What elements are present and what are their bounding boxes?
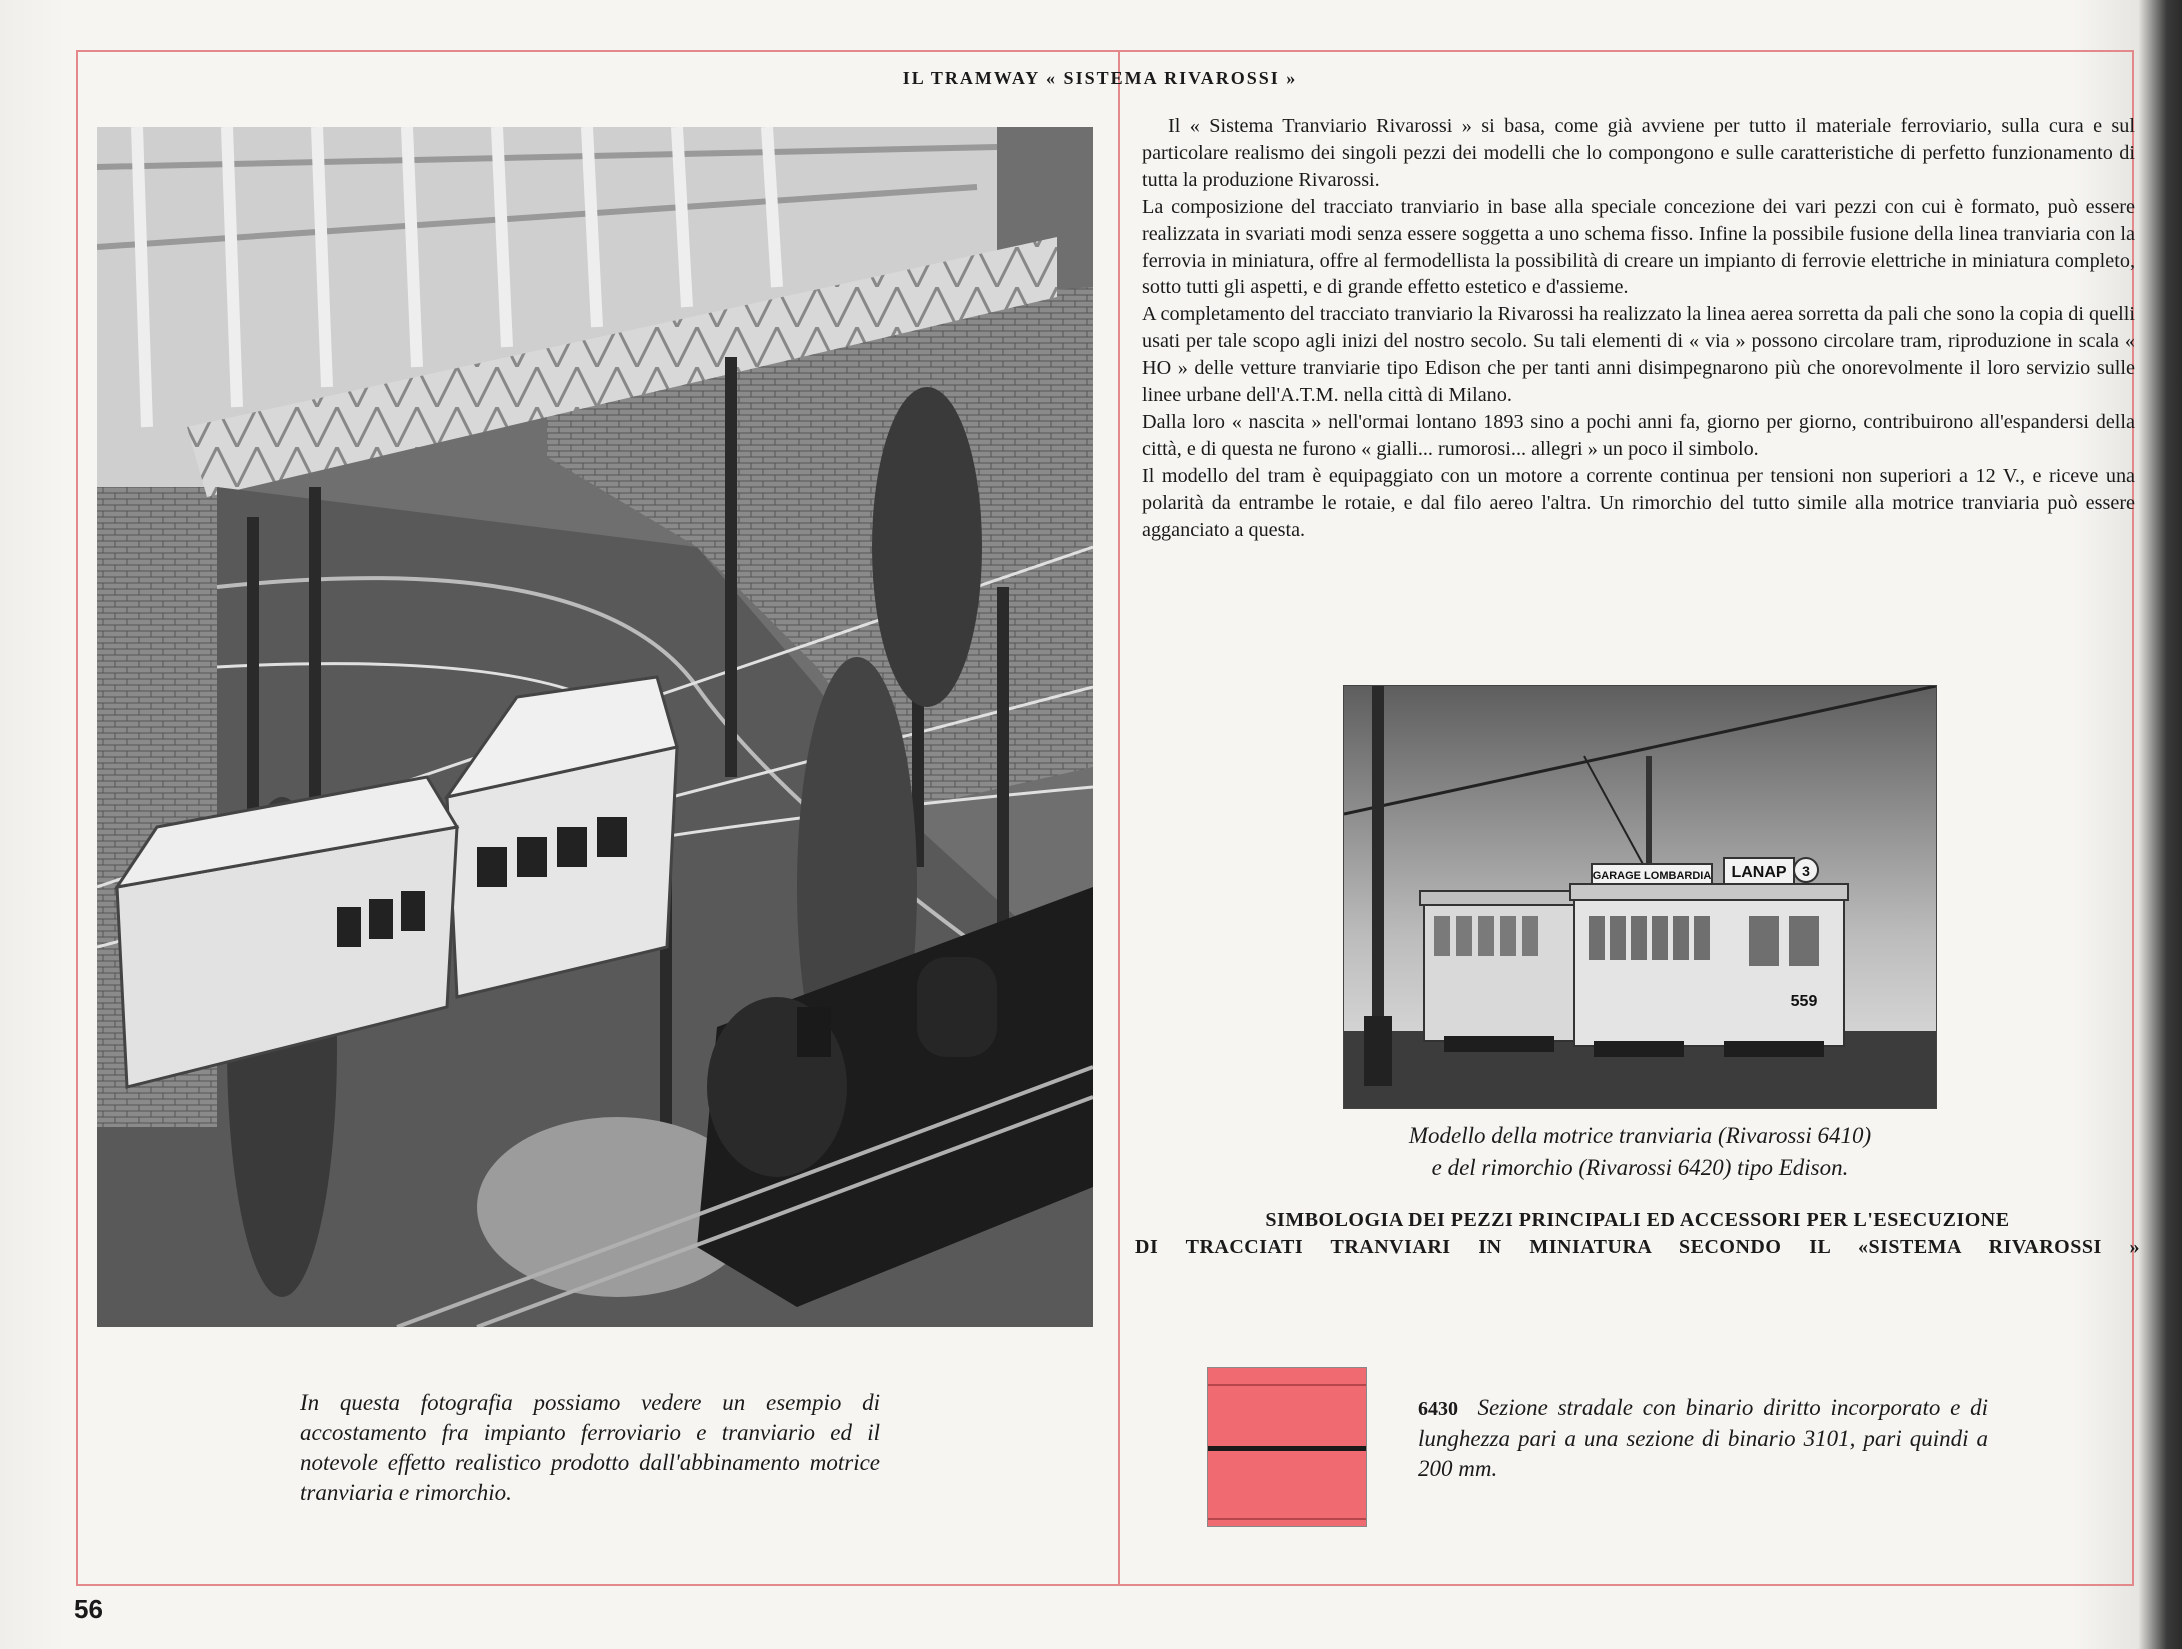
item-code: 6430 [1418,1398,1458,1420]
paragraph-1: Il « Sistema Tranviario Rivarossi » si basa, come già avviene per tutto il materiale ferroviario, sulla cura e sul particolare realismo dei singoli pezzi dei modelli che lo compongono e sulle caratteristiche di perfetto funzionamento di tutta la produzione Rivarossi. [1142,115,2135,191]
tram-photo-caption [1320,1120,1960,1184]
paragraph-5: Il modello del tram è equipaggiato con un motore a corrente continua per tensioni non superiori a 12 V., e riceve una polarità da entrambe le rotaie, e dal filo aereo l'altra. Un rimorchio del tutto simile alla motrice tranviaria può essere agganciato a questa. [1142,464,2135,541]
company-sign: LANAP [1731,864,1787,881]
page-number: 56 [74,1594,103,1624]
item-description: Sezione stradale con binario diritto incorporato e di lunghezza pari a una sezione di binario 3101, pari quindi a 200 mm. [1418,1395,1989,1481]
symbology-heading-line-1: SIMBOLOGIA DEI PEZZI PRINCIPALI ED ACCESSORI PER L'ESECUZIONE [1265,1209,2010,1231]
page-header: IL TRAMWAY « SISTEMA RIVAROSSI » [902,68,1298,88]
article-body [1142,113,2135,544]
tram-model-photo [1343,685,1937,1109]
paragraph-2: La composizione del tracciato tranviario in base alla speciale concezione dei vari pezzi con cui è formato, può essere realizzata in svariati modi senza essere soggetta a uno schema fisso. Infine la possibile fusione della linea tranviaria con la ferrovia in miniatura, offre al fermodellista la possibilità di creare un impianto di ferrovie elettriche in miniatura completo, sotto tutti gli aspetti, e di grande effetto estetico e d'assieme. [1142,195,2135,299]
paragraph-4: Dalla loro « nascita » nell'ormai lontano 1893 sino a pochi anni fa, giorno per giorno, contribuirono all'espandersi della città, e di questa ne furono « gialli... rumorosi... allegri » un poco il simbolo. [1142,410,2135,460]
layout-photo [97,127,1093,1327]
road-section-symbol [1207,1367,1367,1527]
symbology-heading-line-2: DI TRACCIATI TRANVIARI IN MINIATURA SECONDO IL «SISTEMA RIVAROSSI » [1135,1236,2140,1258]
caption-line-1: Modello della motrice tranviaria (Rivarossi 6410) [1408,1123,1872,1148]
symbology-heading [1135,1207,2140,1261]
symbol-description [1418,1393,1988,1484]
route-number: 3 [1802,863,1810,879]
symbol-track-line [1208,1446,1366,1451]
left-photo-caption: In questa fotografia possiamo vedere un esempio di accostamento fra impianto ferroviario e tranviario ed il notevole effetto realistico prodotto dall'abbinamento motrice tranviaria e rimorchio. [300,1390,880,1505]
caption-line-2: e del rimorchio (Rivarossi 6420) tipo Edison. [1431,1155,1849,1180]
destination-sign: GARAGE LOMBARDIA [1592,870,1712,882]
paragraph-3: A completamento del tracciato tranviario la Rivarossi ha realizzato la linea aerea sorretta da pali che sono la copia di quelli usati per tale scopo agli inizi del nostro secolo. Su tali elementi di « via » possono circolare tram, riproduzione in scala « HO » delle vetture tranviarie tipo Edison che per tanti anni disimpegnarono più che onorevolmente il loro servizio sulle linee urbane dell'A.T.M. nella città di Milano. [1142,303,2135,407]
tram-number: 559 [1790,993,1818,1010]
column-divider [1118,50,1120,1586]
symbol-edge-bottom [1208,1518,1366,1520]
symbol-edge-top [1208,1384,1366,1386]
